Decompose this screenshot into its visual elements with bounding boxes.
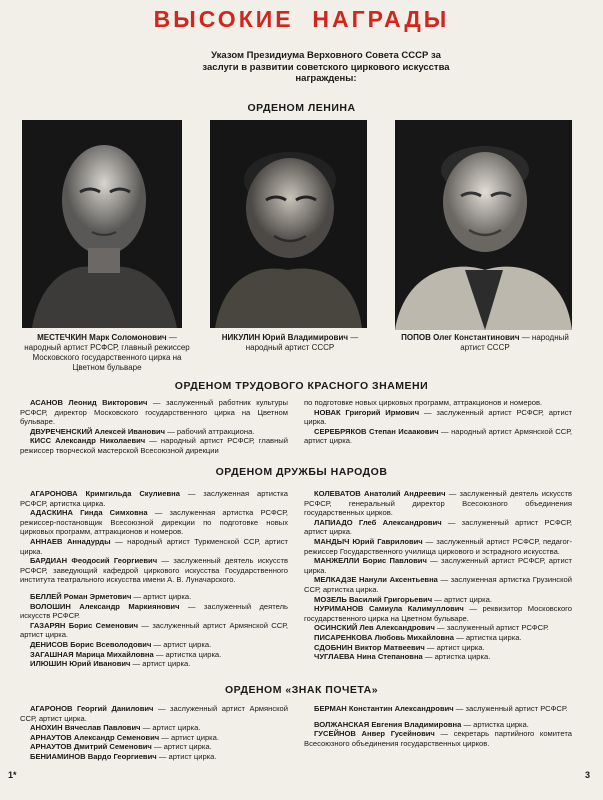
awardee-title: — заслуженный артист РСФСР, педагог-режиссер Государственного училища циркового и эстрадного искусства.: [304, 536, 572, 556]
awardee-title: — заслуженный деятель искусств РСФСР, генеральный директор Всесоюзного объединения государственных цирков.: [304, 489, 572, 518]
page-title: ВЫСОКИЕ НАГРАДЫ: [153, 6, 450, 32]
award-entry: [20, 621, 288, 640]
awardee-name: ДВУРЕЧЕНСКИЙ Алексей Иванович: [30, 426, 166, 436]
order-friendship-heading: ОРДЕНОМ ДРУЖБЫ НАРОДОВ: [215, 466, 388, 478]
awardee-name: АДАСКИНА Гинда Симховна: [30, 508, 148, 518]
order-honor-heading: ОРДЕНОМ «ЗНАК ПОЧЕТА»: [224, 684, 379, 696]
awardee-title: — народный артист Туркменской ССР, артист цирка.: [20, 536, 288, 556]
labor-left-column: [20, 398, 288, 456]
awardee-name: АГАРОНОВ Георгий Данилович: [30, 704, 154, 713]
award-entry: [20, 537, 288, 556]
intro-text: Указом Президиума Верховного Совета СССР за заслуги в развитии советского циркового искусства награждены:: [202, 50, 450, 84]
awardee-title: — заслуженная артистка РСФСР, артистка цирка.: [20, 489, 288, 508]
awardee-title: по подготовке новых цирковых программ, аттракционов и номеров.: [304, 398, 543, 407]
award-entry: [20, 650, 288, 660]
award-entry: [20, 489, 288, 508]
awardee-name: НУРИМАНОВ Самиула Калимуллович: [314, 604, 464, 614]
awardee-name: ИЛЮШИН Юрий Иванович: [30, 659, 131, 669]
awardee-title: — заслуженный артист РСФСР, артист цирка.: [304, 556, 572, 575]
awardee-name: БАРДИАН Феодосий Георгиевич: [30, 556, 158, 566]
order-lenin-heading: ОРДЕНОМ ЛЕНИНА: [247, 102, 356, 114]
award-entry: [304, 643, 572, 653]
awardee-name: МАНДЫЧ Юрий Гаврилович: [314, 536, 423, 546]
caption-name: НИКУЛИН Юрий Владимирович: [221, 333, 348, 342]
caption-name: ПОПОВ Олег Константинович: [401, 333, 520, 342]
award-entry: [20, 436, 288, 455]
award-entry: [304, 575, 572, 594]
award-entry: [20, 659, 288, 669]
awardee-name: ЛАПИАДО Глеб Александрович: [314, 517, 442, 527]
awardee-title: — артистка цирка.: [422, 652, 491, 662]
award-entry: [304, 427, 572, 446]
award-entry: [20, 723, 288, 733]
award-entry: [20, 733, 288, 743]
awardee-title: — народный артист РСФСР, главный режиссер творческой мастерской Всесоюзной дирекции: [20, 436, 288, 455]
award-entry: [20, 640, 288, 650]
portrait-mestechkin-image: [22, 120, 182, 328]
awardee-title: — заслуженный артист РСФСР.: [453, 704, 568, 713]
awardee-title: — заслуженный работник культуры РСФСР, директор Московского государственного цирка на Цветном бульваре.: [20, 398, 288, 427]
award-entry: [304, 408, 572, 427]
awardee-name: МОЗЕЛЬ Василий Григорьевич: [314, 594, 433, 604]
awardee-title: — заслуженный артист РСФСР.: [434, 623, 549, 633]
awardee-name: ВОЛЖАНСКАЯ Евгения Владимировна: [314, 719, 462, 729]
awardee-name: КОЛЕВАТОВ Анатолий Андреевич: [314, 489, 446, 498]
awardee-name: ПИСАРЕНКОВА Любовь Михайловна: [314, 632, 454, 642]
order-labor-heading: ОРДЕНОМ ТРУДОВОГО КРАСНОГО ЗНАМЕНИ: [174, 380, 429, 392]
honor-left-column: [20, 704, 288, 762]
awardee-name: АРНАУТОВ Александр Семенович: [30, 732, 160, 742]
awardee-name: ЧУГЛАЕВА Нина Степановна: [314, 652, 423, 662]
awardee-title: — реквизитор Московского государственного цирка на Цветном бульваре.: [304, 604, 573, 623]
awardee-name: АННАЕВ Аннадурды: [30, 536, 111, 546]
awardee-title: — артист цирка.: [130, 659, 191, 669]
award-entry: [304, 729, 572, 748]
awardee-name: ЗАГАШНАЯ Марица Михайловна: [30, 649, 154, 659]
friendship-right-column: [304, 489, 572, 662]
awardee-title: — артистка цирка.: [153, 649, 222, 659]
awardee-title: — секретарь партийного комитета Всесоюзного объединения государственных цирков.: [304, 729, 572, 748]
awardee-title: — рабочий аттракциона.: [165, 426, 255, 436]
award-entry: [304, 537, 572, 556]
awardee-title: — артист цирка.: [424, 642, 485, 652]
award-entry: [304, 556, 572, 575]
awardee-name: НОВАК Григорий Ирмович: [314, 407, 420, 417]
honor-right-column: [304, 704, 572, 748]
caption-desc: — народный артист РСФСР, главный режиссер Московского государственного цирка на Цветном бульваре: [24, 333, 190, 372]
award-entry: [20, 742, 288, 752]
awardee-name: СЕРЕБРЯКОВ Степан Исаакович: [314, 426, 439, 436]
awardee-name: МЕЛКАДЗЕ Нанули Аксентьевна: [314, 575, 438, 585]
portrait-nikulin: [210, 120, 367, 328]
award-entry: [304, 398, 572, 408]
award-entry: [304, 652, 572, 662]
award-entry: [304, 623, 572, 633]
page-number-left: 1*: [8, 770, 17, 780]
awardee-title: — артист цирка.: [432, 594, 492, 604]
awardee-title: — заслуженная артистка РСФСР, режиссер-постановщик Всесоюзной дирекции по подготовке новых цирковых программ, аттракционов и номеров.: [20, 508, 288, 537]
award-entry: [20, 508, 288, 537]
awardee-title: — заслуженная артистка Грузинской ССР, артистка цирка.: [304, 575, 572, 594]
portrait-popov: [395, 120, 572, 330]
awardee-name: АНОХИН Вячеслав Павлович: [30, 723, 141, 733]
caption-desc: — народный артист СССР: [460, 333, 569, 352]
award-entry: [304, 518, 572, 537]
award-entry: [20, 398, 288, 427]
awardee-title: — артист цирка.: [159, 732, 219, 742]
awardee-title: — артист цирка.: [151, 742, 212, 752]
portrait-nikulin-image: [210, 120, 367, 328]
awardee-name: ГУСЕЙНОВ Анвер Гусейнович: [314, 729, 435, 739]
awardee-title: — артистка цирка.: [454, 632, 522, 642]
awardee-title: — заслуженный артист РСФСР, артист цирка.: [304, 407, 573, 427]
award-entry: [304, 604, 572, 623]
awardee-name: ГАЗАРЯН Борис Семенович: [30, 620, 139, 630]
award-entry: [20, 556, 288, 585]
award-entry: [20, 704, 288, 723]
awardee-name: АГАРОНОВА Кримгильда Скулиевна: [30, 489, 180, 498]
awardee-name: АСАНОВ Леонид Викторович: [30, 398, 148, 407]
award-entry: [304, 595, 572, 605]
awardee-name: БЕРМАН Константин Александрович: [314, 704, 454, 713]
awardee-name: БЕЛЛЕЙ Роман Эрметович: [30, 591, 132, 601]
awardee-name: АРНАУТОВ Дмитрий Семенович: [30, 742, 152, 752]
awardee-title: — заслуженный артист Армянской ССР, артист цирка.: [20, 704, 288, 723]
awardee-title: — артист цирка.: [131, 591, 192, 601]
friendship-left-column: [20, 489, 288, 669]
caption-mestechkin: [22, 333, 192, 373]
award-entry: [304, 704, 572, 714]
awardee-name: СДОБНИН Виктор Матвеевич: [314, 642, 425, 652]
awardee-title: — народный артист Армянской ССР, артист цирка.: [304, 426, 572, 446]
awardee-name: МАНЖЕЛЛИ Борис Павлович: [314, 556, 427, 566]
award-entry: [20, 752, 288, 762]
portrait-popov-image: [395, 120, 572, 330]
awardee-title: — артист цирка.: [151, 639, 212, 649]
award-entry: [304, 489, 572, 518]
awardee-title: — артист цирка.: [156, 751, 217, 761]
awardee-title: — артист цирка.: [140, 723, 201, 733]
award-entry: [20, 427, 288, 437]
portrait-mestechkin: [22, 120, 182, 328]
awardee-name: КИСС Александр Николаевич: [30, 436, 146, 446]
awardee-title: — заслуженный артист РСФСР, артист цирка.: [304, 517, 572, 537]
award-entry: [304, 633, 572, 643]
page-number-right: 3: [585, 770, 591, 780]
labor-right-column: [304, 398, 572, 446]
awardee-name: ДЕНИСОВ Борис Всеволодович: [30, 639, 152, 649]
caption-popov: [400, 333, 570, 353]
awardee-title: — артистка цирка.: [461, 719, 529, 729]
awardee-title: — заслуженный артист Армянской ССР, артист цирка.: [20, 620, 288, 640]
caption-desc: — народный артист СССР: [245, 333, 359, 352]
caption-nikulin: [205, 333, 375, 353]
award-entry: [20, 592, 288, 602]
caption-name: МЕСТЕЧКИН Марк Соломонович: [37, 333, 167, 342]
awardee-name: БЕНИАМИНОВ Вардо Георгиевич: [30, 751, 157, 761]
awardee-title: — заслуженный деятель искусств РСФСР, заведующий кафедрой циркового искусства Государственного института театрального искусства имени А. В. Луначарского.: [20, 556, 288, 585]
awardee-name: ВОЛОШИН Александр Маркиянович: [30, 601, 180, 611]
award-entry: [20, 602, 288, 621]
award-entry: [304, 720, 572, 730]
awardee-name: ОСИНСКИЙ Лев Александрович: [314, 623, 435, 633]
awardee-title: — заслуженный деятель искусств РСФСР.: [20, 601, 288, 621]
